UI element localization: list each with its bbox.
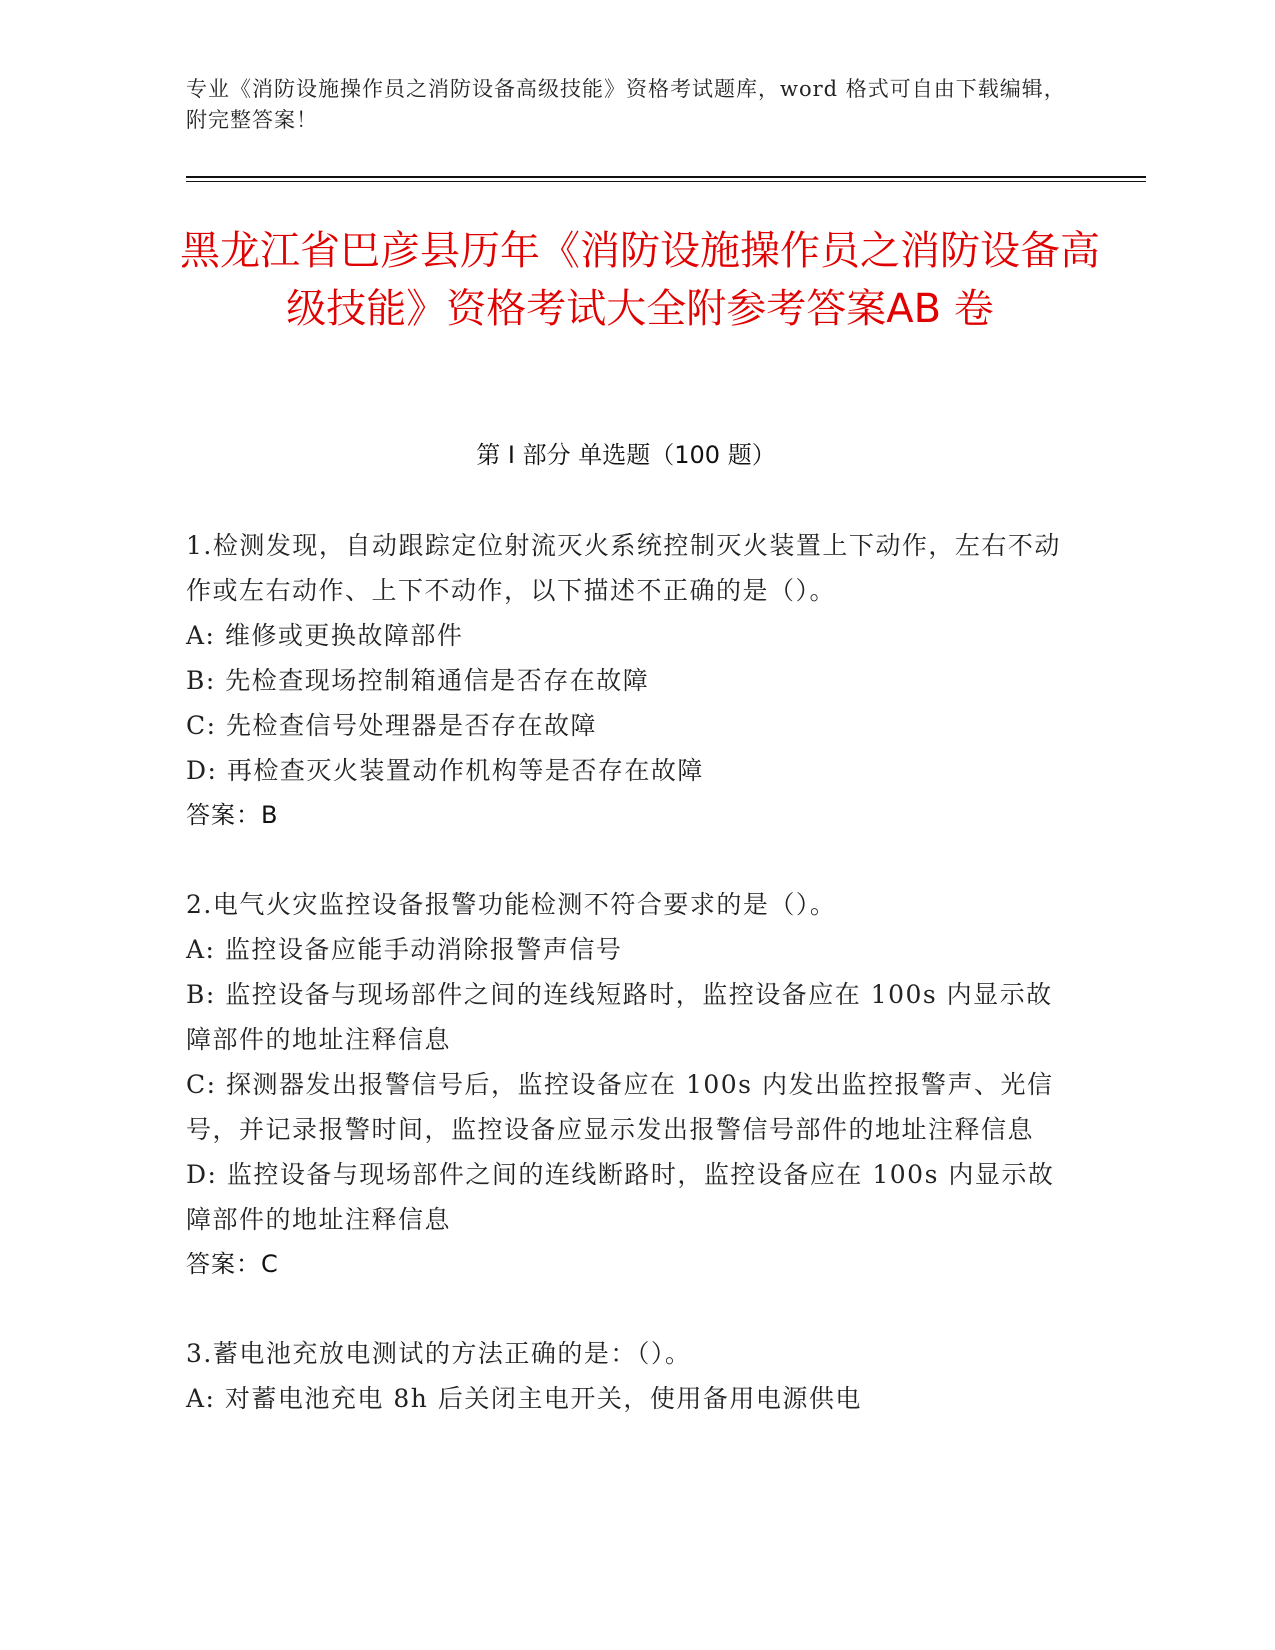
answer: 答案：B xyxy=(186,801,279,829)
question-stem: 3.蓄电池充放电测试的方法正确的是：（）。 xyxy=(186,1339,692,1368)
header-note: 专业《消防设施操作员之消防设备高级技能》资格考试题库，word 格式可自由下载编辑，附完整答案！ xyxy=(186,77,1066,132)
question-list xyxy=(186,523,1066,1465)
document-title: 黑龙江省巴彦县历年《消防设施操作员之消防设备高级技能》资格考试大全附参考答案AB 卷 xyxy=(180,228,1100,332)
option-d: D: 监控设备与现场部件之间的连线断路时，监控设备应在 100s 内显示故障部件的地址注释信息 xyxy=(186,1160,1055,1234)
option-a: A: 对蓄电池充电 8h 后关闭主电开关，使用备用电源供电 xyxy=(186,1384,862,1413)
header-rule-thin xyxy=(186,181,1146,182)
option-a: A: 监控设备应能手动消除报警声信号 xyxy=(186,935,623,964)
question-stem: 2.电气火灾监控设备报警功能检测不符合要求的是（）。 xyxy=(186,890,837,919)
question-1 xyxy=(186,523,1066,838)
option-c: C: 先检查信号处理器是否存在故障 xyxy=(186,711,597,740)
question-2 xyxy=(186,882,1066,1287)
question-3 xyxy=(186,1331,1066,1421)
option-b: B: 先检查现场控制箱通信是否存在故障 xyxy=(186,666,650,695)
header-rule-thick xyxy=(186,176,1146,178)
section-heading: 第 I 部分 单选题（100 题） xyxy=(476,441,776,469)
option-b: B: 监控设备与现场部件之间的连线短路时，监控设备应在 100s 内显示故障部件的地址注释信息 xyxy=(186,980,1053,1054)
option-c: C: 探测器发出报警信号后，监控设备应在 100s 内发出监控报警声、光信号，并记录报警时间，监控设备应显示发出报警信号部件的地址注释信息 xyxy=(186,1070,1054,1144)
option-a: A: 维修或更换故障部件 xyxy=(186,621,464,650)
question-stem: 1.检测发现，自动跟踪定位射流灭火系统控制灭火装置上下动作，左右不动作或左右动作、上下不动作，以下描述不正确的是（）。 xyxy=(186,531,1061,605)
answer: 答案：C xyxy=(186,1250,279,1278)
option-d: D: 再检查灭火装置动作机构等是否存在故障 xyxy=(186,756,704,785)
